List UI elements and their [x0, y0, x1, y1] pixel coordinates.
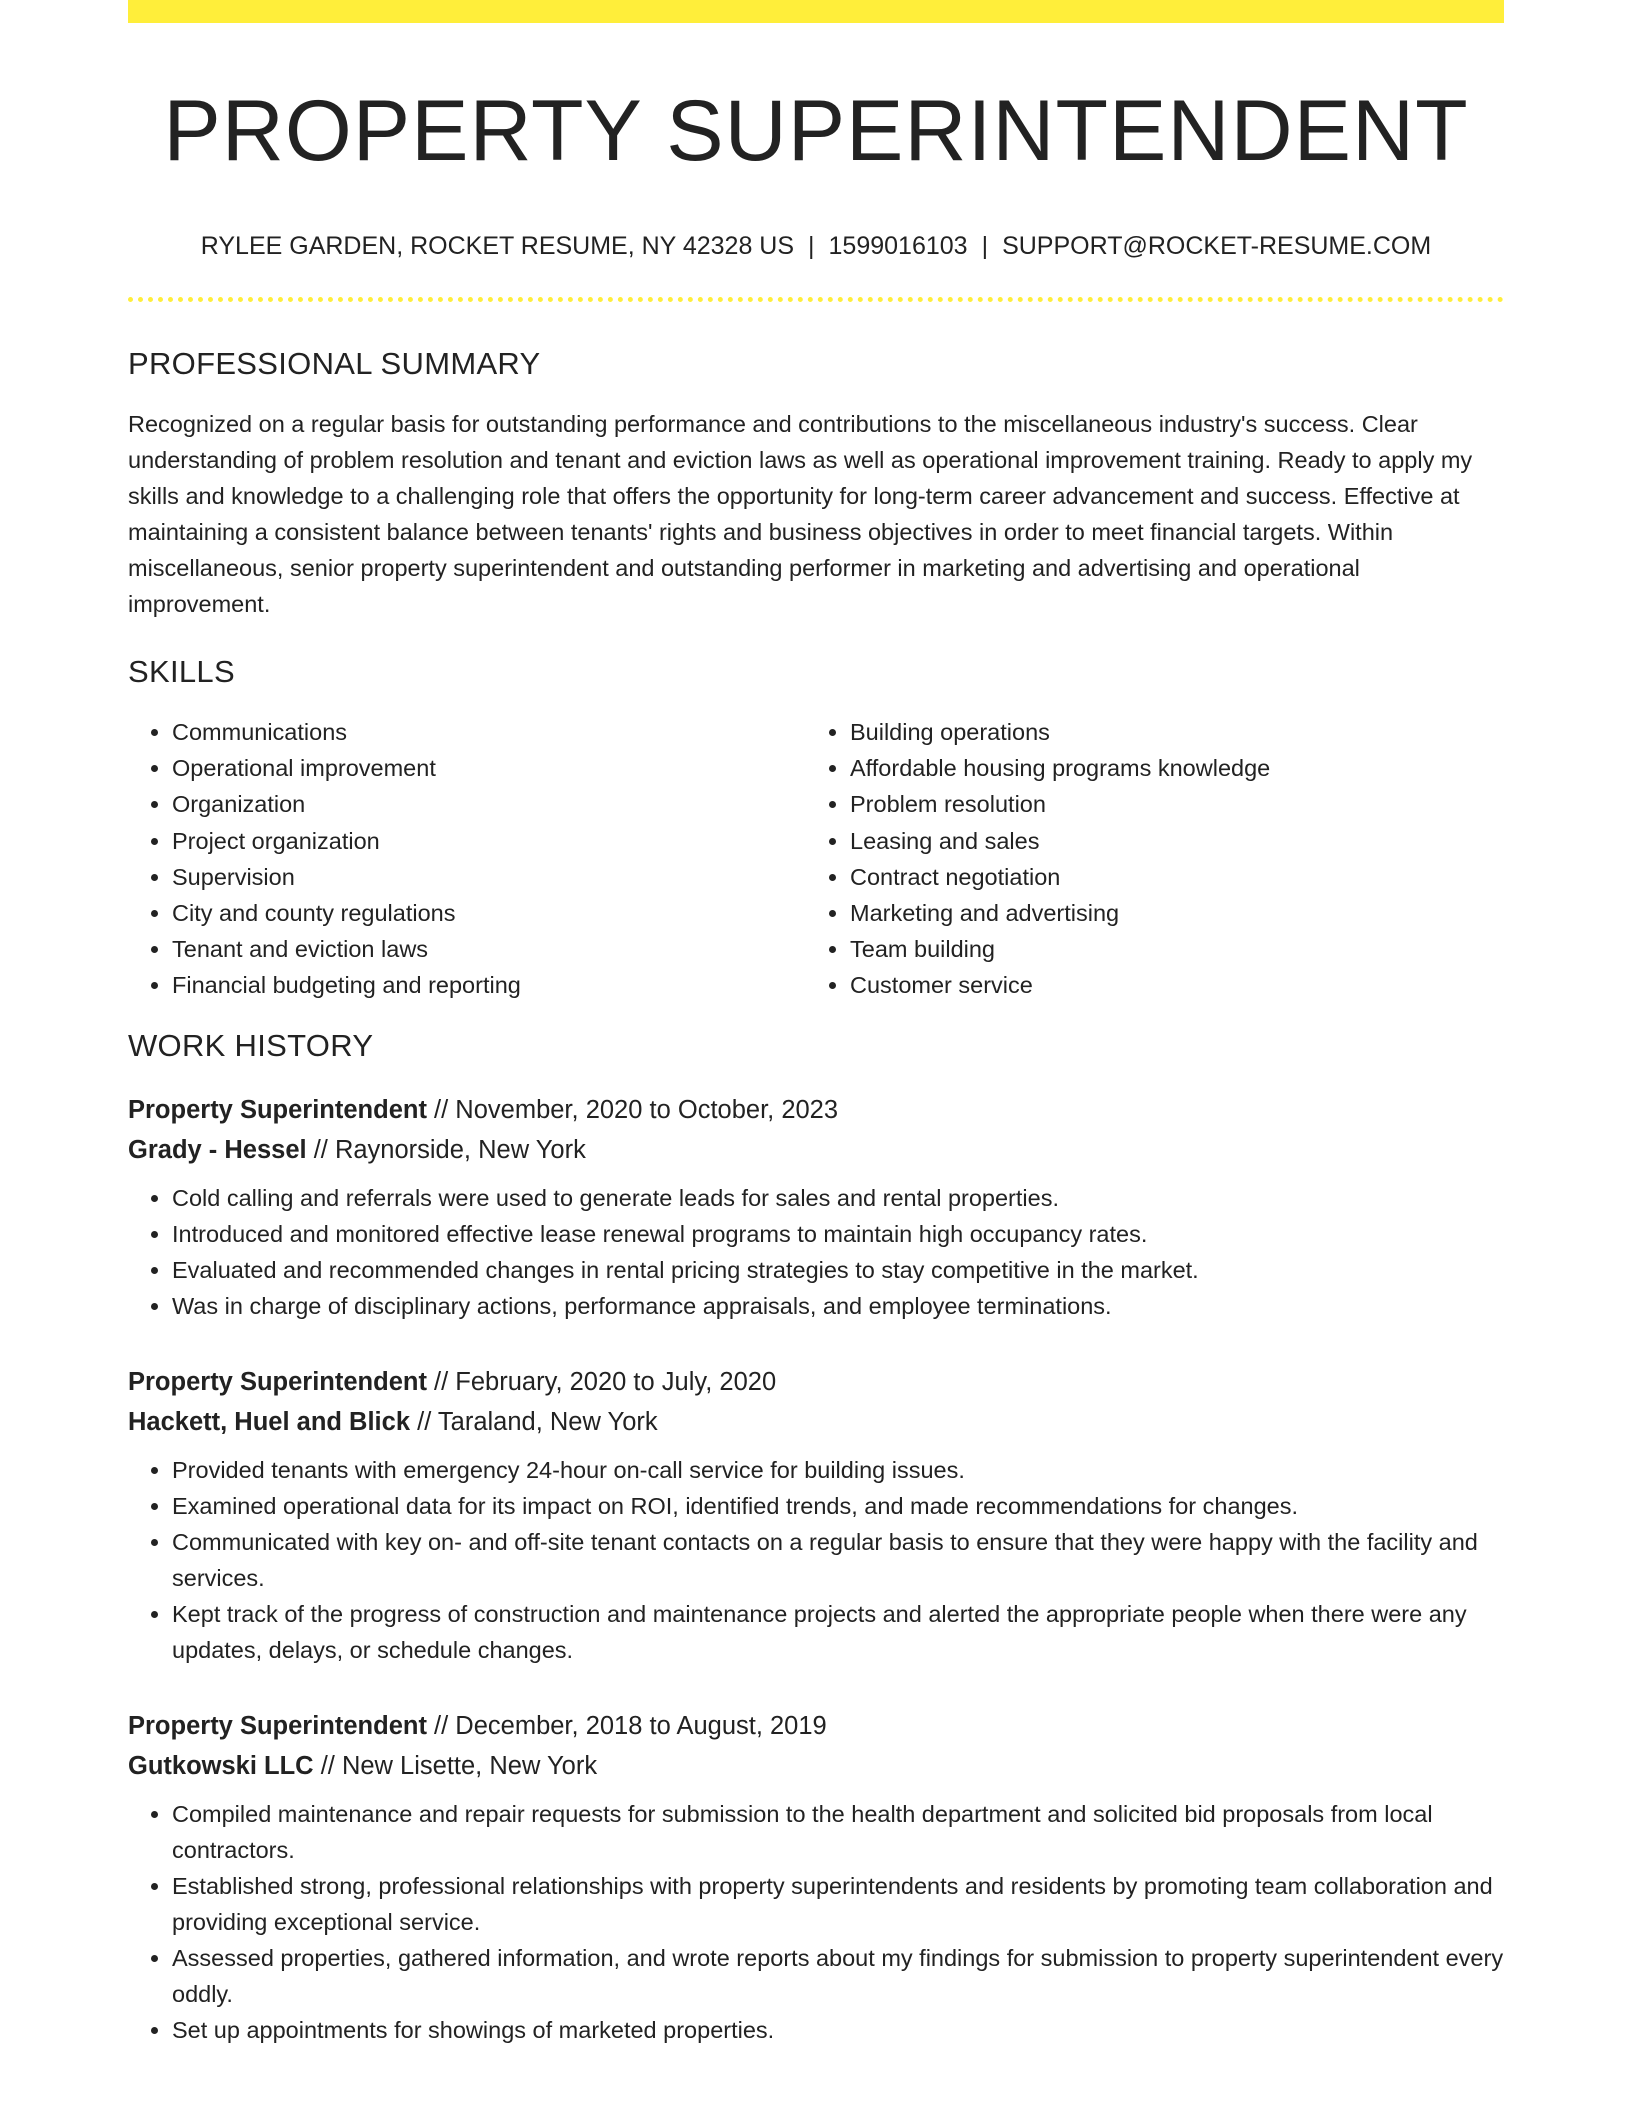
- job-company: Grady - Hessel: [128, 1135, 307, 1164]
- job-dates: // November, 2020 to October, 2023: [434, 1095, 839, 1124]
- job-bullet: • Established strong, professional relationships with property superintendents and residents by promoting team collaboration and providing exceptional service.: [172, 1868, 1504, 1940]
- job-bullet: • Kept track of the progress of construction and maintenance projects and alerted the appropriate people when there were any updates, delays, or schedule changes.: [172, 1596, 1504, 1668]
- skills-heading: SKILLS: [128, 654, 235, 689]
- job-entry: [128, 1706, 1504, 2048]
- resume-page: [128, 0, 1504, 2048]
- job-company: Gutkowski LLC: [128, 1751, 314, 1780]
- contact-email[interactable]: SUPPORT@ROCKET-RESUME.COM: [1002, 232, 1432, 260]
- skill-item: • Leasing and sales: [850, 823, 1484, 859]
- job-bullet: • Assessed properties, gathered information, and wrote reports about my findings for submission to property superintendent every oddly.: [172, 1940, 1504, 2012]
- job-bullet: • Set up appointments for showings of marketed properties.: [172, 2012, 1504, 2048]
- job-bullets: [128, 1452, 1504, 1668]
- contact-phone: 1599016103: [828, 232, 968, 260]
- skills-columns: [128, 714, 1504, 1004]
- job-company-line: [128, 1402, 1504, 1442]
- job-location: // New Lisette, New York: [320, 1751, 598, 1780]
- resume-title: PROPERTY SUPERINTENDENT: [163, 83, 1469, 179]
- skill-item: • Supervision: [172, 859, 806, 895]
- job-bullet: • Compiled maintenance and repair requests for submission to the health department and solicited bid proposals from local contractors.: [172, 1796, 1504, 1868]
- skill-item: • Problem resolution: [850, 786, 1484, 822]
- dotted-divider: [128, 297, 1504, 302]
- job-role-line: [128, 1362, 1504, 1402]
- job-company: Hackett, Huel and Blick: [128, 1407, 411, 1436]
- summary-text: Recognized on a regular basis for outstanding performance and contributions to the miscellaneous industry's success. Clear understanding of problem resolution and tenant and eviction laws as well as operational improvement training. Ready to apply my skills and knowledge to a challenging role that offers the opportunity for long-term career advancement and success. Effective at maintaining a consistent balance between tenants' rights and business objectives in order to meet financial targets. Within miscellaneous, senior property superintendent and outstanding performer in marketing and advertising and operational improvement.: [128, 411, 1473, 617]
- skill-item: • Communications: [172, 714, 806, 750]
- job-company-line: [128, 1130, 1504, 1170]
- skill-item: • Affordable housing programs knowledge: [850, 750, 1484, 786]
- job-role-line: [128, 1090, 1504, 1130]
- job-company-line: [128, 1746, 1504, 1786]
- job-dates: // December, 2018 to August, 2019: [434, 1711, 827, 1740]
- job-entry: [128, 1362, 1504, 1668]
- skill-item: • Financial budgeting and reporting: [172, 967, 806, 1003]
- job-location: // Taraland, New York: [417, 1407, 658, 1436]
- skill-item: • Customer service: [850, 967, 1484, 1003]
- job-bullet: • Cold calling and referrals were used to generate leads for sales and rental properties.: [172, 1180, 1504, 1216]
- job-bullet: • Examined operational data for its impact on ROI, identified trends, and made recommendations for changes.: [172, 1488, 1504, 1524]
- work-history-heading: WORK HISTORY: [128, 1027, 374, 1063]
- job-entry: [128, 1090, 1504, 1324]
- skill-item: • Marketing and advertising: [850, 895, 1484, 931]
- contact-separator: |: [981, 232, 989, 260]
- job-role: Property Superintendent: [128, 1367, 427, 1396]
- job-role: Property Superintendent: [128, 1711, 427, 1740]
- contact-separator: |: [808, 232, 815, 260]
- job-location: // Raynorside, New York: [313, 1135, 586, 1164]
- skill-item: • Building operations: [850, 714, 1484, 750]
- skill-item: • Tenant and eviction laws: [172, 931, 806, 967]
- skills-list-left: [128, 714, 806, 1004]
- skill-item: • Team building: [850, 931, 1484, 967]
- skill-item: • Contract negotiation: [850, 859, 1484, 895]
- skills-list-right: [806, 714, 1484, 1004]
- job-bullet: • Provided tenants with emergency 24-hour on-call service for building issues.: [172, 1452, 1504, 1488]
- job-bullet: • Evaluated and recommended changes in rental pricing strategies to stay competitive in the market.: [172, 1252, 1504, 1288]
- job-role: Property Superintendent: [128, 1095, 427, 1124]
- contact-address: RYLEE GARDEN, ROCKET RESUME, NY 42328 US: [200, 232, 795, 260]
- contact-line: [128, 231, 1504, 261]
- job-bullet: • Was in charge of disciplinary actions, performance appraisals, and employee terminations.: [172, 1288, 1504, 1324]
- job-bullets: [128, 1796, 1504, 2048]
- job-dates: // February, 2020 to July, 2020: [434, 1367, 777, 1396]
- summary-heading: PROFESSIONAL SUMMARY: [128, 346, 541, 381]
- skill-item: • Organization: [172, 786, 806, 822]
- job-bullet: • Introduced and monitored effective lease renewal programs to maintain high occupancy rates.: [172, 1216, 1504, 1252]
- job-bullets: [128, 1180, 1504, 1324]
- skill-item: • Operational improvement: [172, 750, 806, 786]
- skill-item: • City and county regulations: [172, 895, 806, 931]
- top-accent-bar: [128, 0, 1504, 23]
- skill-item: • Project organization: [172, 823, 806, 859]
- job-role-line: [128, 1706, 1504, 1746]
- job-bullet: • Communicated with key on- and off-site tenant contacts on a regular basis to ensure that they were happy with the facility and services.: [172, 1524, 1504, 1596]
